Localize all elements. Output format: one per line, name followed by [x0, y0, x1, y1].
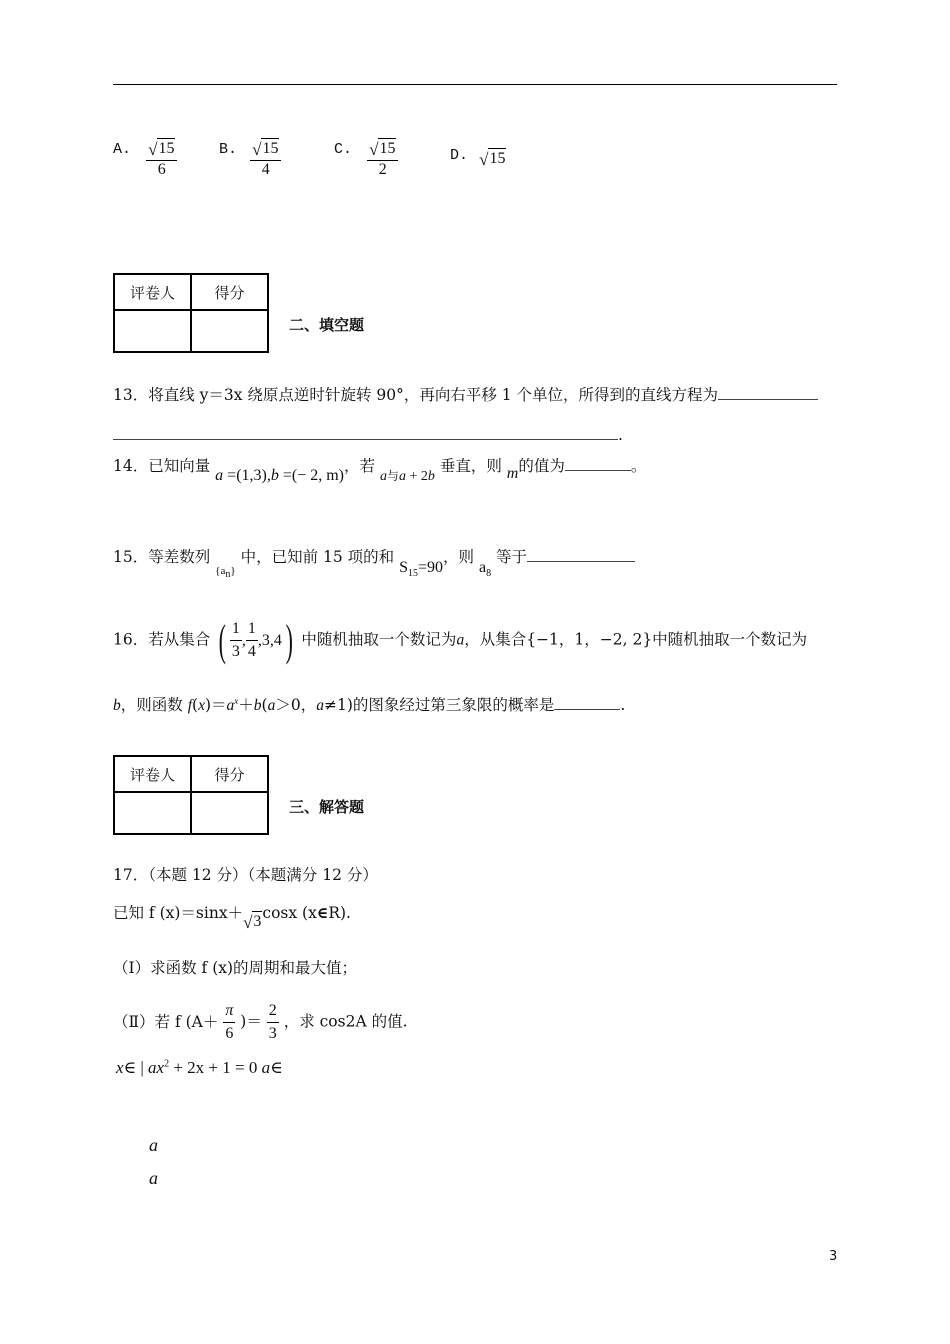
sequence-an: {an}	[215, 565, 236, 581]
score-table	[113, 755, 269, 835]
answer-blank[interactable]	[113, 439, 618, 440]
term-a8: $a_8$	[478, 559, 492, 580]
answer-blank[interactable]	[565, 470, 631, 471]
grader-cell[interactable]	[114, 792, 191, 834]
option-a	[113, 138, 177, 179]
variable-a: a	[456, 631, 465, 649]
sum-s15: $S_{15}=90$	[399, 559, 444, 580]
variable-b: b	[113, 697, 121, 715]
question-16-func: ，则函数	[120, 696, 188, 715]
question-13-text: 13．将直线 y＝3x 绕原点逆时针旋转 90°，再向右平移 1 个单位，所得到的直线方程为	[113, 386, 719, 404]
question-14-prefix: 14．已知向量	[113, 457, 211, 475]
question-15-prefix: 15．等差数列	[113, 548, 211, 566]
question-14-period: 。	[630, 457, 647, 475]
question-16-mid: 中随机抽取一个数记为	[301, 630, 457, 649]
score-table	[113, 273, 269, 353]
question-17-given: 已知 f (x)＝sinx＋ √ 3 cosx (x∈R).	[113, 903, 351, 933]
question-17-part2: （Ⅱ）若 f (A＋ $\frac{\pi}{6}$ )＝ $\frac{2}{3}$ ，求 cos2A 的值.	[113, 1002, 408, 1042]
option-label: A.	[113, 141, 132, 159]
formula-line: x∈ | $ax^2 + 2x + 1 = 0$ a∈	[116, 1058, 283, 1077]
answer-blank[interactable]	[554, 709, 620, 710]
question-16-prefix: 16．若从集合	[113, 630, 211, 649]
score-cell[interactable]	[191, 310, 268, 352]
answer-blank[interactable]	[527, 561, 635, 562]
score-cell[interactable]	[191, 792, 268, 834]
question-14-perp: 垂直，则	[439, 457, 502, 475]
score-header: 得分	[191, 274, 268, 310]
question-15-mid: 中，已知前 15 项的和	[240, 548, 395, 566]
header-rule	[113, 84, 837, 85]
option-value: √ 15 2	[367, 138, 398, 179]
question-16-line2: b，则函数 $f(x)=a^x+b(a>0$，a≠1)的图象经过第三象限的概率是 .	[113, 696, 626, 715]
set-a: ( $\frac{1}{3}$ , $\frac{1}{4}$ ,3,4 )	[218, 615, 293, 665]
question-14-tail: 的值为	[518, 457, 565, 475]
option-c	[334, 138, 398, 179]
option-value: √ 15 6	[146, 138, 177, 179]
score-header: 得分	[191, 756, 268, 792]
option-d	[450, 142, 506, 170]
perpendicular-condition: a与a + 2b	[379, 469, 435, 484]
question-13-line2	[113, 424, 623, 446]
grader-cell[interactable]	[114, 310, 191, 352]
question-15	[113, 546, 635, 581]
stray-variable: a	[149, 1168, 158, 1188]
question-14	[113, 455, 647, 484]
section-title: 三、解答题	[289, 798, 365, 816]
variable-m: m	[506, 465, 519, 482]
answer-blank[interactable]	[718, 399, 818, 400]
option-label: B.	[219, 141, 238, 159]
vector-a-definition: a =(1,3),b =(− 2, m)	[215, 467, 345, 484]
question-13-end: .	[618, 426, 623, 444]
question-16-mid2: ，从集合{−1，1，−2, 2}中随机抽取一个数记为	[464, 630, 808, 649]
question-17-part1: （Ⅰ）求函数 f (x)的周期和最大值；	[113, 959, 358, 977]
question-14-if: ，若	[344, 457, 376, 475]
question-16-tail: ≠1)的图象经过第三象限的概率是	[323, 696, 555, 715]
option-label: C.	[334, 141, 353, 159]
option-label: D.	[450, 147, 469, 165]
question-15-then: ，则	[443, 548, 475, 566]
question-17-header: 17．（本题 12 分）（本题满分 12 分）	[113, 866, 378, 884]
stray-variable: a	[149, 1135, 158, 1155]
question-15-tail: 等于	[496, 548, 528, 566]
option-value: √ 15	[479, 150, 506, 170]
section-title: 二、填空题	[289, 316, 365, 334]
grader-header: 评卷人	[114, 274, 191, 310]
option-b	[219, 138, 281, 179]
element-of-icon: ∈	[316, 903, 329, 923]
option-value: √ 15 4	[250, 138, 281, 179]
question-13	[113, 384, 818, 406]
page-number: 3	[829, 1249, 838, 1264]
grader-header: 评卷人	[114, 756, 191, 792]
question-16	[113, 615, 808, 665]
